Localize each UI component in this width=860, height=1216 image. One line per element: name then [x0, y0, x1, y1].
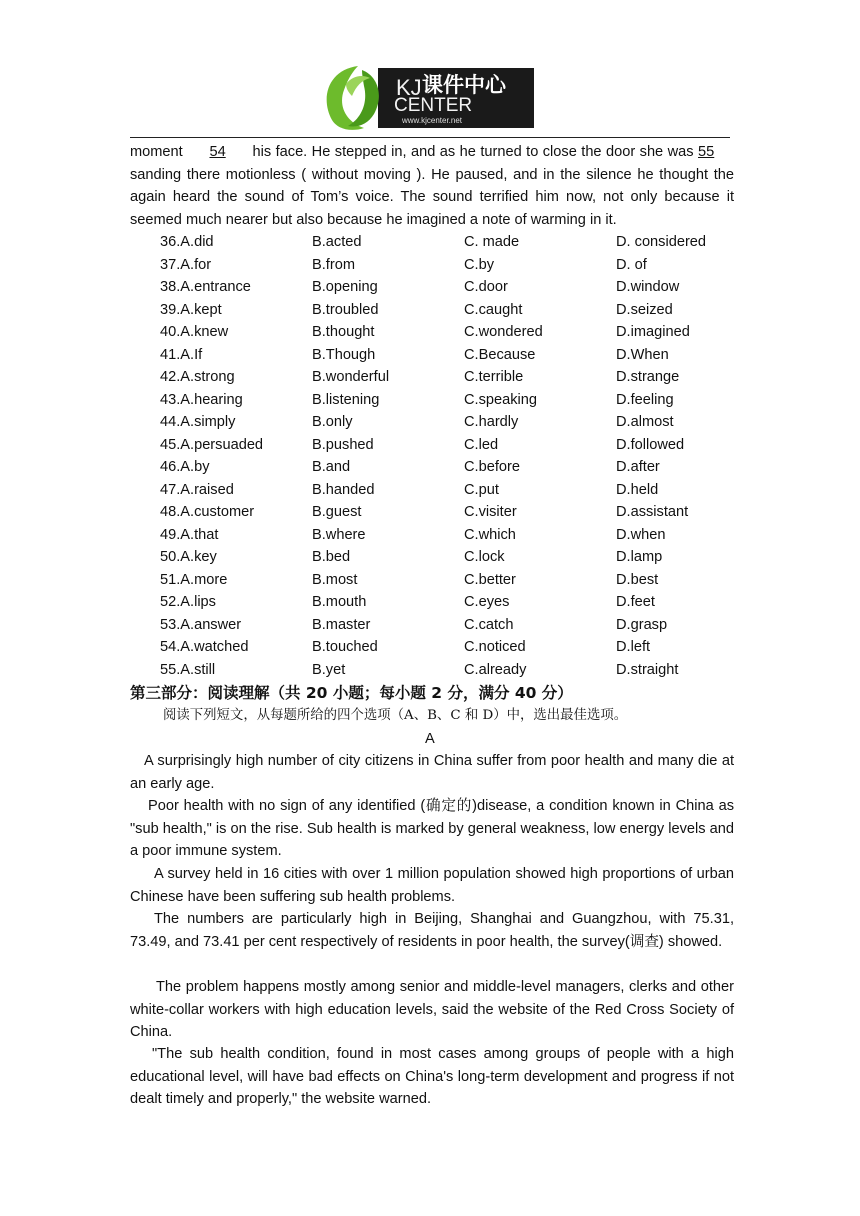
option-b: B.thought: [312, 324, 375, 340]
intro-part3: sanding there motionless ( without moving ). He paused, and in the silence he thought the again heard the sound of Tom’s voice. The sound terrified him now, not only because it seemed much nearer but also because he imagined a note of warming in it.: [130, 166, 734, 228]
option-b: B.from: [312, 256, 355, 273]
option-b: B.master: [312, 616, 371, 633]
option-d: D.feeling: [616, 391, 674, 408]
option-b: B.acted: [312, 234, 362, 250]
option-d: D.followed: [616, 436, 685, 453]
option-b: B.wonderful: [312, 369, 390, 385]
passage-paragraph: "The sub health condition, found in most cases among groups of people with a high educational level, will have bad effects on China's long-term development and progress if not dealt timely and properly," the website warned.: [130, 1046, 734, 1108]
option-d: D.assistant: [616, 504, 689, 520]
option-c: C.put: [464, 481, 499, 498]
option-d: D. of: [616, 256, 647, 273]
option-d: D.left: [616, 639, 651, 655]
option-a: 48.A.customer: [160, 504, 255, 520]
option-b: B.where: [312, 526, 366, 543]
option-d: D.when: [616, 526, 666, 543]
option-c: C.catch: [464, 616, 514, 633]
option-c: C. made: [464, 234, 520, 250]
option-a: 37.A.for: [160, 256, 212, 273]
passage-paragraph: A surprisingly high number of city citizens in China suffer from poor health and many die at an early age.: [130, 753, 734, 792]
option-b: B.guest: [312, 504, 362, 520]
option-a: 39.A.kept: [160, 301, 222, 318]
section-instruction: 阅读下列短文，从每题所给的四个选项（A、B、C 和 D）中，选出最佳选项。: [163, 708, 628, 723]
option-b: B.pushed: [312, 436, 374, 453]
svg-text:KJ: KJ: [396, 75, 422, 100]
option-row: [160, 479, 740, 502]
option-row: [160, 344, 740, 367]
option-b: B.opening: [312, 279, 378, 295]
option-d: D.held: [616, 481, 659, 498]
option-row: [160, 456, 740, 479]
option-a: 53.A.answer: [160, 616, 242, 633]
option-a: 43.A.hearing: [160, 391, 243, 408]
kjcenter-logo: [318, 62, 534, 132]
header-rule: [130, 137, 730, 138]
option-a: 49.A.that: [160, 526, 219, 543]
option-b: B.only: [312, 414, 353, 430]
option-c: C.which: [464, 526, 516, 543]
option-b: B.troubled: [312, 301, 379, 318]
option-b: B.yet: [312, 661, 346, 678]
option-d: D.after: [616, 459, 660, 475]
option-c: C.by: [464, 256, 495, 273]
intro-paragraph: [130, 141, 734, 231]
passage-paragraph: The problem happens mostly among senior and middle-level managers, clerks and other white-collar workers with high education levels, said the website of the Red Cross Society of China.: [130, 979, 734, 1041]
option-d: D.seized: [616, 301, 673, 318]
option-b: B.mouth: [312, 594, 367, 610]
option-b: B.listening: [312, 391, 380, 408]
option-row: [160, 231, 740, 254]
option-b: B.most: [312, 571, 358, 588]
option-row: [160, 411, 740, 434]
option-row: [160, 276, 740, 299]
option-b: B.handed: [312, 481, 375, 498]
option-a: 42.A.strong: [160, 369, 235, 385]
option-c: C.lock: [464, 549, 505, 565]
option-d: D.window: [616, 279, 680, 295]
option-c: C.better: [464, 571, 516, 588]
section-title: 第三部分：阅读理解（共 20 小题；每小题 2 分，满分 40 分）: [130, 684, 573, 702]
option-a: 46.A.by: [160, 459, 210, 475]
svg-text:CENTER: CENTER: [394, 95, 473, 116]
option-a: 45.A.persuaded: [160, 436, 264, 453]
option-row: [160, 389, 740, 412]
intro-part1: moment: [130, 144, 183, 160]
svg-text:课件中心: 课件中心: [422, 73, 506, 97]
passage-letter: A: [425, 731, 435, 747]
passage-paragraph: The numbers are particularly high in Beijing, Shanghai and Guangzhou, with 75.31, 73.49, and 73.41 per cent respectively of residents in poor health, the survey(调查) showed.: [130, 911, 734, 950]
option-b: B.touched: [312, 639, 378, 655]
option-a: 55.A.still: [160, 661, 216, 678]
option-c: C.speaking: [464, 391, 538, 408]
option-row: [160, 434, 740, 457]
option-c: C.noticed: [464, 639, 526, 655]
option-row: [160, 299, 740, 322]
option-c: C.Because: [464, 346, 536, 363]
option-row: [160, 524, 740, 547]
option-a: 40.A.knew: [160, 324, 229, 340]
option-c: C.eyes: [464, 594, 510, 610]
option-c: C.caught: [464, 301, 523, 318]
blank-54: 54: [209, 144, 226, 160]
option-d: D.lamp: [616, 549, 663, 565]
option-a: 38.A.entrance: [160, 279, 251, 295]
option-a: 36.A.did: [160, 234, 214, 250]
option-c: C.already: [464, 661, 527, 678]
option-row: [160, 254, 740, 277]
option-d: D.grasp: [616, 616, 668, 633]
option-d: D.feet: [616, 594, 655, 610]
option-c: C.wondered: [464, 324, 543, 340]
options-list: [160, 231, 740, 681]
option-row: [160, 569, 740, 592]
option-d: D.strange: [616, 369, 680, 385]
option-b: B.bed: [312, 549, 351, 565]
option-a: 52.A.lips: [160, 594, 216, 610]
option-a: 41.A.If: [160, 346, 203, 363]
option-d: D.almost: [616, 414, 674, 430]
option-row: [160, 321, 740, 344]
option-c: C.terrible: [464, 369, 524, 385]
option-row: [160, 366, 740, 389]
option-row: [160, 546, 740, 569]
option-row: [160, 591, 740, 614]
option-d: D.When: [616, 346, 669, 363]
option-c: C.before: [464, 459, 520, 475]
option-b: B.and: [312, 459, 351, 475]
intro-part2: his face. He stepped in, and as he turned to close the door she was: [252, 144, 694, 160]
option-c: C.led: [464, 436, 499, 453]
option-d: D. considered: [616, 234, 707, 250]
option-c: C.door: [464, 279, 508, 295]
option-row: [160, 501, 740, 524]
option-c: C.hardly: [464, 414, 519, 430]
option-row: [160, 659, 740, 682]
option-d: D.best: [616, 571, 659, 588]
option-d: D.imagined: [616, 324, 690, 340]
option-a: 50.A.key: [160, 549, 217, 565]
option-a: 54.A.watched: [160, 639, 249, 655]
option-row: [160, 636, 740, 659]
blank-55: 55: [698, 144, 715, 160]
option-b: B.Though: [312, 346, 376, 363]
option-row: [160, 614, 740, 637]
option-d: D.straight: [616, 661, 679, 678]
passage-paragraph: A survey held in 16 cities with over 1 million population showed high proportions of urban Chinese have been suffering sub health problems.: [130, 866, 734, 905]
option-c: C.visiter: [464, 504, 517, 520]
option-a: 47.A.raised: [160, 481, 234, 498]
option-a: 44.A.simply: [160, 414, 236, 430]
svg-text:www.kjcenter.net: www.kjcenter.net: [402, 116, 463, 125]
passage-paragraph: Poor health with no sign of any identified (确定的)disease, a condition known in China as "sub health," is on the rise. Sub health is marked by general weakness, low energy levels and a poor immune system.: [130, 798, 734, 860]
option-a: 51.A.more: [160, 571, 228, 588]
